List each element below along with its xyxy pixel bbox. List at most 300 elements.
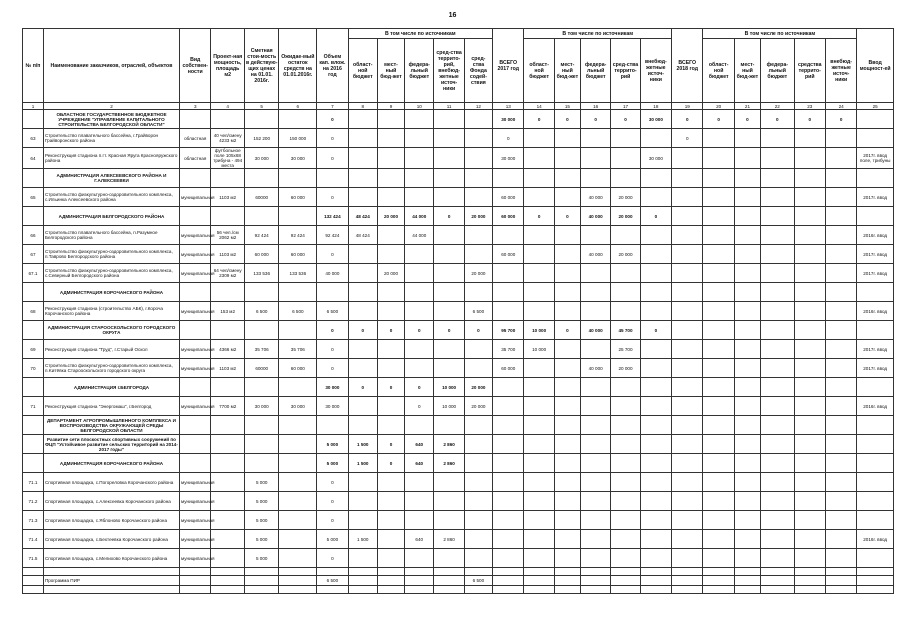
header-total-2017: ВСЕГО 2017 год (493, 29, 524, 103)
cell: 60000 (244, 359, 279, 378)
cell: 60 000 (279, 188, 317, 207)
column-number: 1 (23, 103, 44, 110)
cell (348, 586, 377, 594)
cell (640, 435, 671, 454)
cell (761, 148, 795, 169)
cell: 0 (672, 110, 703, 129)
cell: муниципальная (180, 473, 211, 492)
cell (493, 511, 524, 530)
cell (211, 283, 245, 302)
cell (279, 169, 317, 188)
cell: 25 700 (611, 340, 640, 359)
cell: 2017г. ввод (857, 264, 894, 283)
cell (377, 473, 404, 492)
cell (348, 397, 377, 416)
cell: областная (180, 148, 211, 169)
cell (640, 226, 671, 245)
cell (825, 530, 856, 549)
cell: 7700 м2 (211, 397, 245, 416)
table-row (23, 530, 894, 549)
cell (825, 283, 856, 302)
cell (244, 378, 279, 397)
cell (317, 586, 348, 594)
cell (703, 283, 734, 302)
cell (611, 264, 640, 283)
cell (524, 359, 554, 378)
cell: 0 (317, 549, 348, 568)
cell (580, 129, 610, 148)
cell (672, 416, 703, 435)
cell (672, 586, 703, 594)
cell (524, 302, 554, 321)
cell (734, 586, 760, 594)
cell (554, 264, 580, 283)
cell: 0 (524, 110, 554, 129)
cell (794, 226, 825, 245)
cell (580, 576, 610, 586)
cell (857, 169, 894, 188)
cell: 35 706 (244, 340, 279, 359)
cell (734, 321, 760, 340)
cell (794, 416, 825, 435)
cell (348, 169, 377, 188)
cell (434, 549, 464, 568)
cell (524, 530, 554, 549)
cell (434, 511, 464, 530)
cell (377, 492, 404, 511)
row-number: 67.1 (23, 264, 44, 283)
cell (611, 576, 640, 586)
cell: 44 000 (405, 226, 434, 245)
column-number: 4 (211, 103, 245, 110)
cell: 20 000 (377, 264, 404, 283)
cell (825, 359, 856, 378)
cell: 40 000 (317, 264, 348, 283)
cell (348, 576, 377, 586)
cell (640, 511, 671, 530)
cell (279, 435, 317, 454)
cell (317, 568, 348, 576)
cell (377, 416, 404, 435)
cell (580, 435, 610, 454)
cell: 0 (348, 378, 377, 397)
cell (180, 454, 211, 473)
cell (434, 169, 464, 188)
cell: 0 (317, 359, 348, 378)
cell (580, 397, 610, 416)
cell (794, 148, 825, 169)
cell (761, 264, 795, 283)
cell (244, 207, 279, 226)
cell (857, 110, 894, 129)
cell (672, 568, 703, 576)
cell (672, 435, 703, 454)
cell (640, 129, 671, 148)
cell (348, 264, 377, 283)
cell: 0 (317, 473, 348, 492)
cell (703, 264, 734, 283)
cell: 1 500 (348, 454, 377, 473)
cell (434, 492, 464, 511)
row-number: 63 (23, 129, 44, 148)
cell (825, 340, 856, 359)
row-number (23, 568, 44, 576)
cell: муниципальная (180, 188, 211, 207)
cell: 60000 (244, 188, 279, 207)
cell (611, 302, 640, 321)
column-number: 6 (279, 103, 317, 110)
cell (672, 530, 703, 549)
cell: 40 000 (580, 321, 610, 340)
cell (405, 264, 434, 283)
cell (857, 416, 894, 435)
cell (703, 576, 734, 586)
cell (180, 568, 211, 576)
cell (554, 397, 580, 416)
cell: 1103 м2 (211, 188, 245, 207)
cell: 2 860 (434, 530, 464, 549)
cell (640, 473, 671, 492)
header-src2-federal: федера-льный бюджет (580, 39, 610, 103)
row-number (23, 435, 44, 454)
row-name: Реконструкция стадиона п.гт. Красная Яруга Краснояружского района (43, 148, 179, 169)
row-name (43, 586, 179, 594)
cell: 640 (405, 435, 434, 454)
cell: 2 860 (434, 435, 464, 454)
cell (703, 129, 734, 148)
table-row (23, 129, 894, 148)
cell (279, 586, 317, 594)
header-src-regional: област-ной бюджет (348, 39, 377, 103)
cell (405, 188, 434, 207)
row-number: 71 (23, 397, 44, 416)
cell (857, 492, 894, 511)
cell (211, 169, 245, 188)
row-name: АДМИНИСТРАЦИЯ г.БЕЛГОРОДА (43, 378, 179, 397)
cell (703, 207, 734, 226)
table-row (23, 511, 894, 530)
cell (672, 473, 703, 492)
cell (524, 454, 554, 473)
cell (580, 302, 610, 321)
header-group-sources-2017: В том числе по источникам (524, 29, 672, 39)
cell (279, 530, 317, 549)
cell (464, 492, 492, 511)
header-src3-regional: област-ной бюджет (703, 39, 734, 103)
header-src2-territories: сред-ства террито-рий (611, 39, 640, 103)
cell (279, 511, 317, 530)
cell (180, 378, 211, 397)
cell (279, 473, 317, 492)
cell: 0 (348, 321, 377, 340)
cell (211, 378, 245, 397)
cell (464, 283, 492, 302)
row-number (23, 586, 44, 594)
cell (611, 530, 640, 549)
cell (405, 473, 434, 492)
cell (554, 359, 580, 378)
cell (524, 188, 554, 207)
cell (493, 283, 524, 302)
cell (794, 302, 825, 321)
program-row (23, 576, 894, 586)
column-number: 20 (703, 103, 734, 110)
table-body (23, 110, 894, 594)
cell (493, 454, 524, 473)
cell: муниципальная (180, 511, 211, 530)
row-number: 69 (23, 340, 44, 359)
cell (464, 340, 492, 359)
cell (825, 129, 856, 148)
cell (180, 435, 211, 454)
row-name: Программа ПИР (43, 576, 179, 586)
row-name: ДЕПАРТАМЕНТ АГРОПРОМЫШЛЕННОГО КОМПЛЕКСА И ВОСПРОИЗВОДСТВА ОКРУЖАЮЩЕЙ СРЕДЫ БЕЛГОРОДСКОЙ ОБЛАСТИ (43, 416, 179, 435)
cell (180, 416, 211, 435)
cell (524, 586, 554, 594)
cell (761, 283, 795, 302)
cell (580, 568, 610, 576)
cell (672, 207, 703, 226)
cell (703, 188, 734, 207)
column-number: 15 (554, 103, 580, 110)
cell (244, 568, 279, 576)
cell: 0 (377, 454, 404, 473)
cell (761, 397, 795, 416)
cell (211, 492, 245, 511)
cell: 0 (317, 129, 348, 148)
cell (672, 264, 703, 283)
column-number: 16 (580, 103, 610, 110)
table-row (23, 359, 894, 378)
cell (464, 245, 492, 264)
cell (734, 188, 760, 207)
cell: 0 (377, 378, 404, 397)
cell (244, 321, 279, 340)
cell (761, 302, 795, 321)
cell (761, 340, 795, 359)
cell (611, 378, 640, 397)
header-src3-local: мест-ный бюд-жет (734, 39, 760, 103)
cell (434, 302, 464, 321)
cell (434, 359, 464, 378)
cell: 30 000 (317, 378, 348, 397)
table-row (23, 473, 894, 492)
cell (211, 549, 245, 568)
cell (434, 188, 464, 207)
header-src-federal: федера-льный бюджет (405, 39, 434, 103)
cell (464, 169, 492, 188)
cell: 35 700 (493, 340, 524, 359)
cell (761, 576, 795, 586)
cell: 20 000 (464, 397, 492, 416)
cell (857, 283, 894, 302)
cell: 30 000 (493, 148, 524, 169)
row-number: 70 (23, 359, 44, 378)
cell (794, 454, 825, 473)
cell: 40 000 (580, 359, 610, 378)
cell: муниципальная (180, 549, 211, 568)
cell (405, 586, 434, 594)
cell (761, 454, 795, 473)
cell (464, 473, 492, 492)
cell (761, 435, 795, 454)
cell: 30 000 (244, 397, 279, 416)
row-name: Реконструкция стадиона "Труд", г.Старый Оскол (43, 340, 179, 359)
cell (405, 340, 434, 359)
row-name: Развитие сети плоскостных спортивных сооружений по ФЦП "Устойчивое развитие сельских территорий на 2014-2017 годы" (45, 436, 178, 452)
cell (211, 435, 245, 454)
header-src2-regional: област-ной бюджет (524, 39, 554, 103)
cell (825, 492, 856, 511)
cell: 30 000 (493, 110, 524, 129)
cell: 152 200 (244, 129, 279, 148)
cell (761, 207, 795, 226)
cell (794, 340, 825, 359)
cell: 30 000 (279, 397, 317, 416)
cell (703, 226, 734, 245)
cell (825, 454, 856, 473)
cell (493, 416, 524, 435)
row-name: Спортивная площадка, с.Мелихово Корочанского района (43, 549, 179, 568)
cell (434, 576, 464, 586)
cell (611, 511, 640, 530)
cell (405, 549, 434, 568)
cell (377, 110, 404, 129)
header-name: Наименование заказчиков, отраслей, объектов (43, 29, 179, 103)
cell (493, 549, 524, 568)
cell: 1103 м2 (211, 359, 245, 378)
table-row (23, 340, 894, 359)
cell (825, 416, 856, 435)
cell: 5 000 (244, 511, 279, 530)
cell (524, 416, 554, 435)
table-row (23, 264, 894, 283)
column-number: 24 (825, 103, 856, 110)
table-row (23, 549, 894, 568)
cell (434, 129, 464, 148)
cell (377, 302, 404, 321)
cell (317, 283, 348, 302)
cell: 6 500 (279, 302, 317, 321)
cell (825, 435, 856, 454)
header-src3-extrabudget: внебюд-жетные источ-ники (825, 39, 856, 103)
column-number: 17 (611, 103, 640, 110)
cell (493, 397, 524, 416)
cell (244, 586, 279, 594)
cell (377, 511, 404, 530)
cell: 60 000 (493, 359, 524, 378)
cell (493, 435, 524, 454)
cell (405, 511, 434, 530)
table-row (23, 148, 894, 169)
cell: 4366 м2 (211, 340, 245, 359)
row-name: АДМИНИСТРАЦИЯ КОРОЧАНСКОГО РАЙОНА (43, 454, 179, 473)
cell (434, 245, 464, 264)
cell (554, 226, 580, 245)
cell: 2 860 (434, 454, 464, 473)
cell: 0 (554, 321, 580, 340)
table-row (23, 245, 894, 264)
cell (244, 110, 279, 129)
cell (734, 169, 760, 188)
column-number: 13 (493, 103, 524, 110)
cell (464, 416, 492, 435)
column-number: 18 (640, 103, 671, 110)
cell: 5 000 (244, 492, 279, 511)
cell (825, 245, 856, 264)
cell (493, 586, 524, 594)
cell (554, 245, 580, 264)
cell (640, 549, 671, 568)
cell: областная (180, 129, 211, 148)
cell (493, 264, 524, 283)
cell (524, 283, 554, 302)
cell: 60 000 (244, 245, 279, 264)
cell (611, 435, 640, 454)
cell (794, 321, 825, 340)
cell: 0 (794, 110, 825, 129)
cell (794, 188, 825, 207)
cell (611, 568, 640, 576)
cell (794, 283, 825, 302)
cell (180, 110, 211, 129)
cell: 2016г. ввод (857, 530, 894, 549)
cell (640, 568, 671, 576)
cell (348, 511, 377, 530)
cell (554, 302, 580, 321)
cell (857, 129, 894, 148)
cell (493, 568, 524, 576)
cell (734, 511, 760, 530)
cell (554, 340, 580, 359)
cell: 60 000 (279, 359, 317, 378)
cell (761, 188, 795, 207)
cell (244, 435, 279, 454)
cell (554, 378, 580, 397)
cell: 0 (825, 110, 856, 129)
cell (794, 473, 825, 492)
column-number: 23 (794, 103, 825, 110)
cell (348, 302, 377, 321)
cell: 60 000 (493, 245, 524, 264)
cell (825, 148, 856, 169)
cell (703, 169, 734, 188)
cell (554, 549, 580, 568)
cell (279, 454, 317, 473)
cell (672, 245, 703, 264)
cell (794, 207, 825, 226)
cell (348, 129, 377, 148)
cell: муниципальная (180, 245, 211, 264)
cell: 6 500 (244, 302, 279, 321)
row-number (23, 110, 44, 129)
cell (244, 576, 279, 586)
row-number (23, 576, 44, 586)
row-name: Спортивная площадка, с.Алексеевка Корочанского района (43, 492, 179, 511)
cell (493, 473, 524, 492)
cell (611, 492, 640, 511)
cell (703, 340, 734, 359)
spacer-row (23, 568, 894, 576)
cell (464, 549, 492, 568)
cell (317, 169, 348, 188)
cell (464, 129, 492, 148)
row-number: 65 (23, 188, 44, 207)
cell: 0 (434, 207, 464, 226)
cell: 10 000 (434, 397, 464, 416)
header-src2-local: мест-ный бюд-жет (554, 39, 580, 103)
cell: 92 424 (244, 226, 279, 245)
